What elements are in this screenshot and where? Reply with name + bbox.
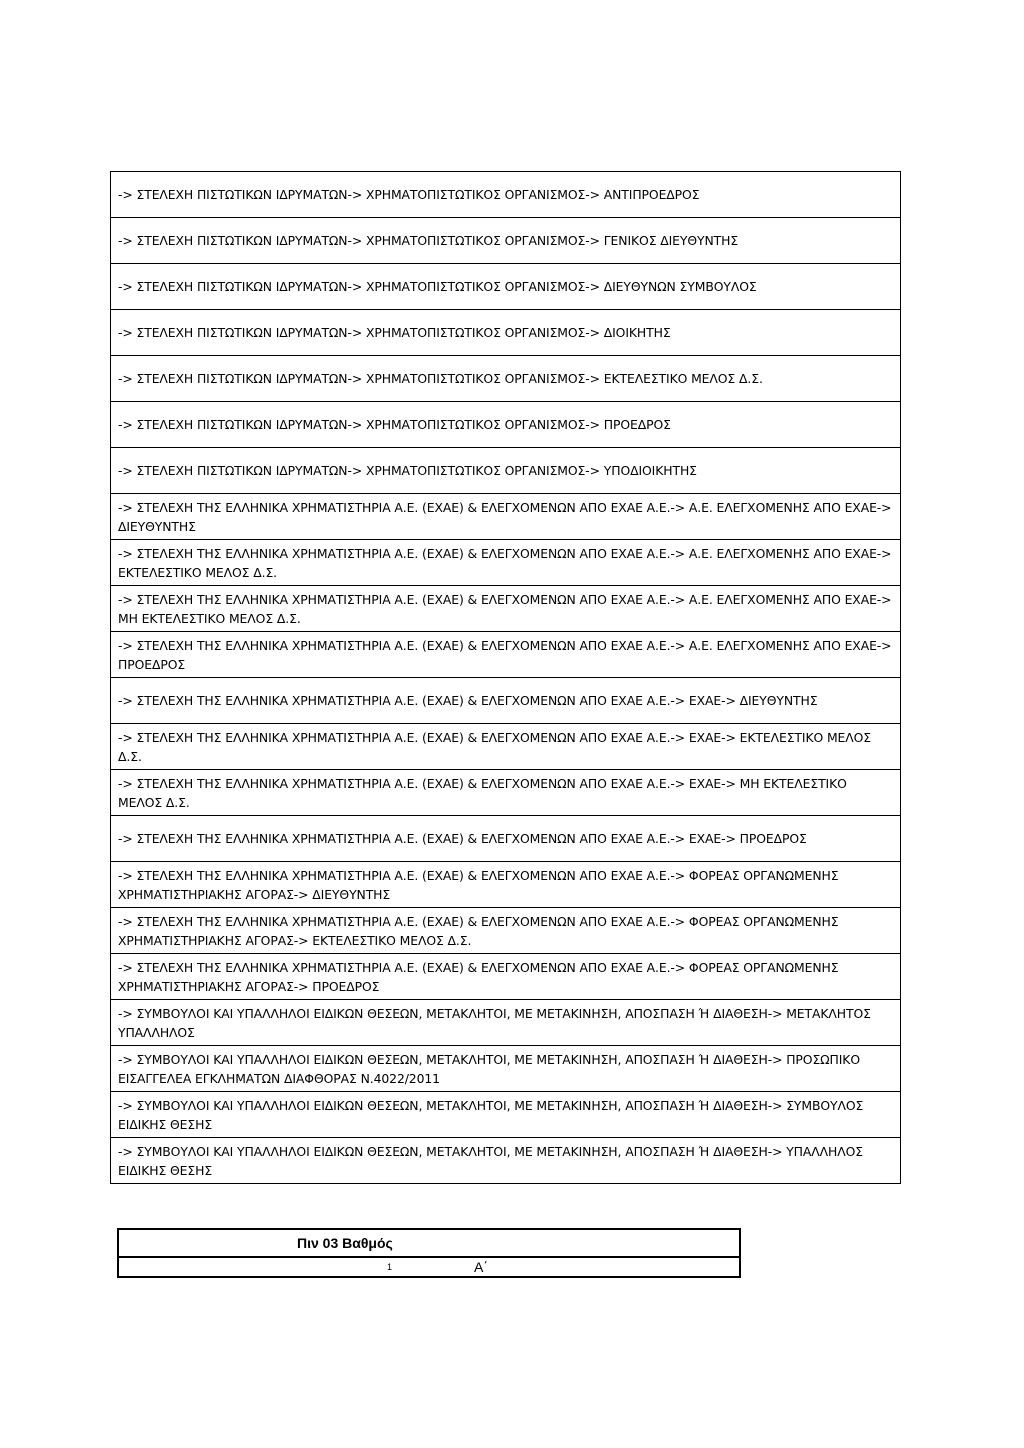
positions-table xyxy=(110,171,901,1184)
table-row xyxy=(111,310,901,356)
table-row xyxy=(111,1046,901,1092)
table-row xyxy=(111,586,901,632)
grade-value: Α΄ xyxy=(429,1257,740,1277)
table-row xyxy=(111,1092,901,1138)
grade-number: 1 xyxy=(118,1257,429,1277)
table-row xyxy=(111,1000,901,1046)
grade-table xyxy=(117,1228,741,1278)
table-cell: -> ΣΤΕΛΕΧΗ ΤΗΣ ΕΛΛΗΝΙΚΑ ΧΡΗΜΑΤΙΣΤΗΡΙΑ Α.Ε. (ΕΧΑΕ) & ΕΛΕΓΧΟΜΕΝΩΝ ΑΠΟ ΕΧΑΕ Α.Ε.-> ΕΧΑΕ-> ΕΚΤΕΛΕΣΤΙΚΟ ΜΕΛΟΣ Δ.Σ. xyxy=(111,724,901,770)
table-cell: -> ΣΤΕΛΕΧΗ ΤΗΣ ΕΛΛΗΝΙΚΑ ΧΡΗΜΑΤΙΣΤΗΡΙΑ Α.Ε. (ΕΧΑΕ) & ΕΛΕΓΧΟΜΕΝΩΝ ΑΠΟ ΕΧΑΕ Α.Ε.-> Α.Ε. ΕΛΕΓΧΟΜΕΝΗΣ ΑΠΟ ΕΧΑΕ-> ΠΡΟΕΔΡΟΣ xyxy=(111,632,901,678)
table-row xyxy=(111,724,901,770)
table-cell: -> ΣΥΜΒΟΥΛΟΙ ΚΑΙ ΥΠΑΛΛΗΛΟΙ ΕΙΔΙΚΩΝ ΘΕΣΕΩΝ, ΜΕΤΑΚΛΗΤΟΙ, ΜΕ ΜΕΤΑΚΙΝΗΣΗ, ΑΠΟΣΠΑΣΗ Ή ΔΙΑΘΕΣΗ-> ΠΡΟΣΩΠΙΚΟ ΕΙΣΑΓΓΕΛΕΑ ΕΓΚΛΗΜΑΤΩΝ ΔΙΑΦΘΟΡΑΣ Ν.4022/2011 xyxy=(111,1046,901,1092)
table-cell: -> ΣΤΕΛΕΧΗ ΤΗΣ ΕΛΛΗΝΙΚΑ ΧΡΗΜΑΤΙΣΤΗΡΙΑ Α.Ε. (ΕΧΑΕ) & ΕΛΕΓΧΟΜΕΝΩΝ ΑΠΟ ΕΧΑΕ Α.Ε.-> ΕΧΑΕ-> ΜΗ ΕΚΤΕΛΕΣΤΙΚΟ ΜΕΛΟΣ Δ.Σ. xyxy=(111,770,901,816)
table-row xyxy=(111,356,901,402)
grade-table-row xyxy=(118,1257,740,1277)
table-cell: -> ΣΤΕΛΕΧΗ ΤΗΣ ΕΛΛΗΝΙΚΑ ΧΡΗΜΑΤΙΣΤΗΡΙΑ Α.Ε. (ΕΧΑΕ) & ΕΛΕΓΧΟΜΕΝΩΝ ΑΠΟ ΕΧΑΕ Α.Ε.-> Α.Ε. ΕΛΕΓΧΟΜΕΝΗΣ ΑΠΟ ΕΧΑΕ-> ΔΙΕΥΘΥΝΤΗΣ xyxy=(111,494,901,540)
table-row xyxy=(111,678,901,724)
table-row xyxy=(111,494,901,540)
table-row xyxy=(111,218,901,264)
table-row xyxy=(111,908,901,954)
table-cell: -> ΣΥΜΒΟΥΛΟΙ ΚΑΙ ΥΠΑΛΛΗΛΟΙ ΕΙΔΙΚΩΝ ΘΕΣΕΩΝ, ΜΕΤΑΚΛΗΤΟΙ, ΜΕ ΜΕΤΑΚΙΝΗΣΗ, ΑΠΟΣΠΑΣΗ Ή ΔΙΑΘΕΣΗ-> ΣΥΜΒΟΥΛΟΣ ΕΙΔΙΚΗΣ ΘΕΣΗΣ xyxy=(111,1092,901,1138)
table-cell: -> ΣΤΕΛΕΧΗ ΤΗΣ ΕΛΛΗΝΙΚΑ ΧΡΗΜΑΤΙΣΤΗΡΙΑ Α.Ε. (ΕΧΑΕ) & ΕΛΕΓΧΟΜΕΝΩΝ ΑΠΟ ΕΧΑΕ Α.Ε.-> ΦΟΡΕΑΣ ΟΡΓΑΝΩΜΕΝΗΣ ΧΡΗΜΑΤΙΣΤΗΡΙΑΚΗΣ ΑΓΟΡΑΣ-> ΠΡΟΕΔΡΟΣ xyxy=(111,954,901,1000)
table-cell: -> ΣΤΕΛΕΧΗ ΠΙΣΤΩΤΙΚΩΝ ΙΔΡΥΜΑΤΩΝ-> ΧΡΗΜΑΤΟΠΙΣΤΩΤΙΚΟΣ ΟΡΓΑΝΙΣΜΟΣ-> ΠΡΟΕΔΡΟΣ xyxy=(111,402,901,448)
table-cell: -> ΣΤΕΛΕΧΗ ΠΙΣΤΩΤΙΚΩΝ ΙΔΡΥΜΑΤΩΝ-> ΧΡΗΜΑΤΟΠΙΣΤΩΤΙΚΟΣ ΟΡΓΑΝΙΣΜΟΣ-> ΥΠΟΔΙΟΙΚΗΤΗΣ xyxy=(111,448,901,494)
table-row xyxy=(111,540,901,586)
table-cell: -> ΣΤΕΛΕΧΗ ΠΙΣΤΩΤΙΚΩΝ ΙΔΡΥΜΑΤΩΝ-> ΧΡΗΜΑΤΟΠΙΣΤΩΤΙΚΟΣ ΟΡΓΑΝΙΣΜΟΣ-> ΕΚΤΕΛΕΣΤΙΚΟ ΜΕΛΟΣ Δ.Σ. xyxy=(111,356,901,402)
table-row xyxy=(111,632,901,678)
table-row xyxy=(111,862,901,908)
table-row xyxy=(111,1138,901,1184)
grade-table-header: Πιν 03 Βαθμός xyxy=(118,1229,740,1257)
table-row xyxy=(111,954,901,1000)
table-cell: -> ΣΥΜΒΟΥΛΟΙ ΚΑΙ ΥΠΑΛΛΗΛΟΙ ΕΙΔΙΚΩΝ ΘΕΣΕΩΝ, ΜΕΤΑΚΛΗΤΟΙ, ΜΕ ΜΕΤΑΚΙΝΗΣΗ, ΑΠΟΣΠΑΣΗ Ή ΔΙΑΘΕΣΗ-> ΥΠΑΛΛΗΛΟΣ ΕΙΔΙΚΗΣ ΘΕΣΗΣ xyxy=(111,1138,901,1184)
table-cell: -> ΣΤΕΛΕΧΗ ΤΗΣ ΕΛΛΗΝΙΚΑ ΧΡΗΜΑΤΙΣΤΗΡΙΑ Α.Ε. (ΕΧΑΕ) & ΕΛΕΓΧΟΜΕΝΩΝ ΑΠΟ ΕΧΑΕ Α.Ε.-> ΕΧΑΕ-> ΔΙΕΥΘΥΝΤΗΣ xyxy=(111,678,901,724)
table-row xyxy=(111,172,901,218)
table-cell: -> ΣΤΕΛΕΧΗ ΤΗΣ ΕΛΛΗΝΙΚΑ ΧΡΗΜΑΤΙΣΤΗΡΙΑ Α.Ε. (ΕΧΑΕ) & ΕΛΕΓΧΟΜΕΝΩΝ ΑΠΟ ΕΧΑΕ Α.Ε.-> ΕΧΑΕ-> ΠΡΟΕΔΡΟΣ xyxy=(111,816,901,862)
table-row xyxy=(111,770,901,816)
table-cell: -> ΣΤΕΛΕΧΗ ΠΙΣΤΩΤΙΚΩΝ ΙΔΡΥΜΑΤΩΝ-> ΧΡΗΜΑΤΟΠΙΣΤΩΤΙΚΟΣ ΟΡΓΑΝΙΣΜΟΣ-> ΑΝΤΙΠΡΟΕΔΡΟΣ xyxy=(111,172,901,218)
table-row xyxy=(111,402,901,448)
table-cell: -> ΣΤΕΛΕΧΗ ΠΙΣΤΩΤΙΚΩΝ ΙΔΡΥΜΑΤΩΝ-> ΧΡΗΜΑΤΟΠΙΣΤΩΤΙΚΟΣ ΟΡΓΑΝΙΣΜΟΣ-> ΔΙΟΙΚΗΤΗΣ xyxy=(111,310,901,356)
table-row xyxy=(111,448,901,494)
table-cell: -> ΣΤΕΛΕΧΗ ΤΗΣ ΕΛΛΗΝΙΚΑ ΧΡΗΜΑΤΙΣΤΗΡΙΑ Α.Ε. (ΕΧΑΕ) & ΕΛΕΓΧΟΜΕΝΩΝ ΑΠΟ ΕΧΑΕ Α.Ε.-> Α.Ε. ΕΛΕΓΧΟΜΕΝΗΣ ΑΠΟ ΕΧΑΕ-> ΜΗ ΕΚΤΕΛΕΣΤΙΚΟ ΜΕΛΟΣ Δ.Σ. xyxy=(111,586,901,632)
grade-table-header-row xyxy=(118,1229,740,1257)
table-cell: -> ΣΤΕΛΕΧΗ ΠΙΣΤΩΤΙΚΩΝ ΙΔΡΥΜΑΤΩΝ-> ΧΡΗΜΑΤΟΠΙΣΤΩΤΙΚΟΣ ΟΡΓΑΝΙΣΜΟΣ-> ΓΕΝΙΚΟΣ ΔΙΕΥΘΥΝΤΗΣ xyxy=(111,218,901,264)
table-cell: -> ΣΤΕΛΕΧΗ ΤΗΣ ΕΛΛΗΝΙΚΑ ΧΡΗΜΑΤΙΣΤΗΡΙΑ Α.Ε. (ΕΧΑΕ) & ΕΛΕΓΧΟΜΕΝΩΝ ΑΠΟ ΕΧΑΕ Α.Ε.-> Α.Ε. ΕΛΕΓΧΟΜΕΝΗΣ ΑΠΟ ΕΧΑΕ-> ΕΚΤΕΛΕΣΤΙΚΟ ΜΕΛΟΣ Δ.Σ. xyxy=(111,540,901,586)
table-cell: -> ΣΤΕΛΕΧΗ ΠΙΣΤΩΤΙΚΩΝ ΙΔΡΥΜΑΤΩΝ-> ΧΡΗΜΑΤΟΠΙΣΤΩΤΙΚΟΣ ΟΡΓΑΝΙΣΜΟΣ-> ΔΙΕΥΘΥΝΩΝ ΣΥΜΒΟΥΛΟΣ xyxy=(111,264,901,310)
table-cell: -> ΣΤΕΛΕΧΗ ΤΗΣ ΕΛΛΗΝΙΚΑ ΧΡΗΜΑΤΙΣΤΗΡΙΑ Α.Ε. (ΕΧΑΕ) & ΕΛΕΓΧΟΜΕΝΩΝ ΑΠΟ ΕΧΑΕ Α.Ε.-> ΦΟΡΕΑΣ ΟΡΓΑΝΩΜΕΝΗΣ ΧΡΗΜΑΤΙΣΤΗΡΙΑΚΗΣ ΑΓΟΡΑΣ-> ΔΙΕΥΘΥΝΤΗΣ xyxy=(111,862,901,908)
table-row xyxy=(111,264,901,310)
table-cell: -> ΣΤΕΛΕΧΗ ΤΗΣ ΕΛΛΗΝΙΚΑ ΧΡΗΜΑΤΙΣΤΗΡΙΑ Α.Ε. (ΕΧΑΕ) & ΕΛΕΓΧΟΜΕΝΩΝ ΑΠΟ ΕΧΑΕ Α.Ε.-> ΦΟΡΕΑΣ ΟΡΓΑΝΩΜΕΝΗΣ ΧΡΗΜΑΤΙΣΤΗΡΙΑΚΗΣ ΑΓΟΡΑΣ-> ΕΚΤΕΛΕΣΤΙΚΟ ΜΕΛΟΣ Δ.Σ. xyxy=(111,908,901,954)
table-cell: -> ΣΥΜΒΟΥΛΟΙ ΚΑΙ ΥΠΑΛΛΗΛΟΙ ΕΙΔΙΚΩΝ ΘΕΣΕΩΝ, ΜΕΤΑΚΛΗΤΟΙ, ΜΕ ΜΕΤΑΚΙΝΗΣΗ, ΑΠΟΣΠΑΣΗ Ή ΔΙΑΘΕΣΗ-> ΜΕΤΑΚΛΗΤΟΣ ΥΠΑΛΛΗΛΟΣ xyxy=(111,1000,901,1046)
table-row xyxy=(111,816,901,862)
